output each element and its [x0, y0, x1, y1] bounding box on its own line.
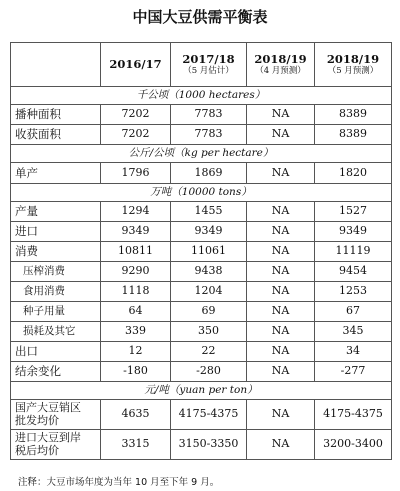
row-label: 收获面积 [11, 125, 101, 145]
cell: 22 [171, 342, 247, 362]
table-title: 中国大豆供需平衡表 [132, 8, 268, 26]
cell: 9349 [315, 222, 392, 242]
row-label-line: 批发均价 [15, 413, 59, 427]
cell: 8389 [315, 125, 392, 145]
table-row [11, 302, 392, 322]
col-header-main: 2018/19 [254, 52, 307, 66]
cell: 7202 [101, 125, 171, 145]
table-row [11, 430, 392, 460]
cell: 1796 [101, 163, 171, 184]
cell: 11119 [315, 242, 392, 262]
header-row [11, 43, 392, 87]
row-label-line: 税后均价 [15, 443, 59, 457]
cell: 64 [101, 302, 171, 322]
cell: 69 [171, 302, 247, 322]
col-header-main: 2017/18 [182, 52, 235, 66]
table-row [11, 282, 392, 302]
row-label: 消费 [11, 242, 101, 262]
cell: 1204 [171, 282, 247, 302]
table-row [11, 125, 392, 145]
cell: NA [247, 322, 315, 342]
table-row [11, 163, 392, 184]
cell: 10811 [101, 242, 171, 262]
cell: 1455 [171, 202, 247, 222]
row-label: 产量 [11, 202, 101, 222]
cell: 7783 [171, 105, 247, 125]
unit-row [11, 145, 392, 163]
cell: 350 [171, 322, 247, 342]
unit-row [11, 87, 392, 105]
col-header-sub: （4 月预测） [255, 65, 306, 76]
cell: 4175-4375 [315, 400, 392, 430]
table-row [11, 105, 392, 125]
table-row [11, 342, 392, 362]
footnote: 注释：大豆市场年度为当年 10 月至下年 9 月。 [18, 477, 220, 488]
cell: 3150-3350 [171, 430, 247, 460]
cell: 7202 [101, 105, 171, 125]
cell: NA [247, 302, 315, 322]
cell: 11061 [171, 242, 247, 262]
unit-row [11, 382, 392, 400]
table-row [11, 262, 392, 282]
row-label: 食用消费 [11, 282, 101, 302]
cell: NA [247, 400, 315, 430]
col-header [247, 43, 315, 87]
table-row [11, 222, 392, 242]
balance-table [10, 42, 392, 460]
col-header [101, 43, 171, 87]
unit-price: 元/吨（yuan per ton） [11, 382, 392, 400]
cell: 9349 [101, 222, 171, 242]
cell: 67 [315, 302, 392, 322]
cell: 9438 [171, 262, 247, 282]
cell: NA [247, 222, 315, 242]
unit-yield: 公斤/公顷（kg per hectare） [11, 145, 392, 163]
cell: NA [247, 282, 315, 302]
unit-area: 千公顷（1000 hectares） [11, 87, 392, 105]
cell: NA [247, 430, 315, 460]
col-header [315, 43, 392, 87]
row-label: 损耗及其它 [11, 322, 101, 342]
row-label: 压榨消费 [11, 262, 101, 282]
cell: 34 [315, 342, 392, 362]
cell: 1294 [101, 202, 171, 222]
cell: 7783 [171, 125, 247, 145]
unit-volume: 万吨（10000 tons） [11, 184, 392, 202]
cell: 339 [101, 322, 171, 342]
cell: 8389 [315, 105, 392, 125]
row-label: 进口 [11, 222, 101, 242]
cell: NA [247, 242, 315, 262]
cell: 3200-3400 [315, 430, 392, 460]
col-header-sub: （5 月估计） [183, 65, 234, 76]
row-label-line: 国产大豆销区 [15, 400, 81, 414]
row-label [11, 400, 101, 430]
cell: 12 [101, 342, 171, 362]
row-label: 种子用量 [11, 302, 101, 322]
cell: -277 [315, 362, 392, 382]
col-header-main: 2016/17 [109, 57, 162, 72]
cell: NA [247, 262, 315, 282]
row-label [11, 430, 101, 460]
row-label: 播种面积 [11, 105, 101, 125]
table-row [11, 322, 392, 342]
cell: 9349 [171, 222, 247, 242]
col-header-sub: （5 月预测） [327, 65, 379, 76]
cell: NA [247, 105, 315, 125]
table-row [11, 362, 392, 382]
cell: 9290 [101, 262, 171, 282]
cell: NA [247, 125, 315, 145]
cell: 4175-4375 [171, 400, 247, 430]
table-row [11, 202, 392, 222]
row-label-line: 进口大豆到岸 [15, 430, 81, 444]
cell: -180 [101, 362, 171, 382]
cell: 1118 [101, 282, 171, 302]
cell: -280 [171, 362, 247, 382]
row-label: 出口 [11, 342, 101, 362]
cell: 4635 [101, 400, 171, 430]
header-corner [11, 43, 101, 87]
cell: NA [247, 202, 315, 222]
table-row [11, 400, 392, 430]
cell: 1820 [315, 163, 392, 184]
cell: 1527 [315, 202, 392, 222]
cell: 1253 [315, 282, 392, 302]
cell: 3315 [101, 430, 171, 460]
cell: 9454 [315, 262, 392, 282]
col-header [171, 43, 247, 87]
row-label: 单产 [11, 163, 101, 184]
col-header-main: 2018/19 [326, 52, 380, 66]
unit-row [11, 184, 392, 202]
cell: NA [247, 163, 315, 184]
table-row [11, 242, 392, 262]
cell: 1869 [171, 163, 247, 184]
cell: NA [247, 362, 315, 382]
row-label: 结余变化 [11, 362, 101, 382]
cell: NA [247, 342, 315, 362]
cell: 345 [315, 322, 392, 342]
